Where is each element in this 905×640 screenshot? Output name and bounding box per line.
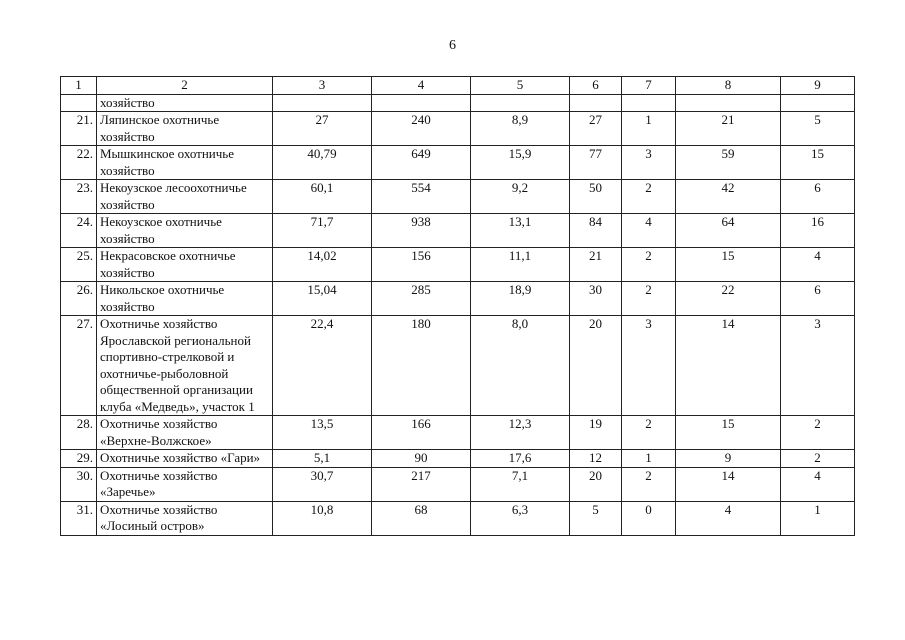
value-cell-c6: 19 [570, 416, 622, 450]
row-number-cell: 21. [61, 112, 97, 146]
name-cell: Некоузское лесоохотничье хозяйство [97, 180, 273, 214]
value-cell-c8: 59 [676, 146, 781, 180]
page-number: 6 [449, 38, 456, 53]
table-row [61, 180, 855, 214]
header-cell: 5 [471, 77, 570, 95]
value-cell-c8: 9 [676, 450, 781, 468]
value-cell-c5: 15,9 [471, 146, 570, 180]
value-cell-c9: 6 [781, 282, 855, 316]
value-cell-c3: 22,4 [273, 316, 372, 416]
table-row [61, 282, 855, 316]
value-cell-c8: 15 [676, 416, 781, 450]
value-cell-c4: 156 [372, 248, 471, 282]
value-cell-c8: 14 [676, 316, 781, 416]
value-cell-c4: 649 [372, 146, 471, 180]
value-cell-c9: 5 [781, 112, 855, 146]
value-cell-c9: 4 [781, 248, 855, 282]
value-cell-c7: 1 [622, 450, 676, 468]
value-cell-c6: 12 [570, 450, 622, 468]
table-row [61, 416, 855, 450]
header-cell: 3 [273, 77, 372, 95]
value-cell-c4: 217 [372, 467, 471, 501]
value-cell-c4: 240 [372, 112, 471, 146]
value-cell-c8: 15 [676, 248, 781, 282]
value-cell-c9: 6 [781, 180, 855, 214]
header-cell: 8 [676, 77, 781, 95]
value-cell-c7: 3 [622, 316, 676, 416]
value-cell [471, 94, 570, 112]
value-cell-c3: 10,8 [273, 501, 372, 535]
row-number-cell: 25. [61, 248, 97, 282]
header-cell: 7 [622, 77, 676, 95]
value-cell [781, 94, 855, 112]
value-cell-c5: 17,6 [471, 450, 570, 468]
table-body [61, 94, 855, 535]
name-cell: Охотничье хозяйство «Лосиный остров» [97, 501, 273, 535]
value-cell-c9: 4 [781, 467, 855, 501]
value-cell-c7: 2 [622, 180, 676, 214]
value-cell-c7: 3 [622, 146, 676, 180]
value-cell-c4: 938 [372, 214, 471, 248]
row-number-cell: 30. [61, 467, 97, 501]
row-number-cell: 22. [61, 146, 97, 180]
value-cell-c5: 13,1 [471, 214, 570, 248]
value-cell-c5: 12,3 [471, 416, 570, 450]
value-cell-c3: 40,79 [273, 146, 372, 180]
value-cell-c7: 1 [622, 112, 676, 146]
row-number-cell: 28. [61, 416, 97, 450]
value-cell [676, 94, 781, 112]
header-cell: 9 [781, 77, 855, 95]
value-cell-c6: 84 [570, 214, 622, 248]
value-cell-c3: 5,1 [273, 450, 372, 468]
row-number-cell: 26. [61, 282, 97, 316]
name-cell: Охотничье хозяйство «Верхне-Волжское» [97, 416, 273, 450]
name-cell: хозяйство [97, 94, 273, 112]
value-cell-c6: 5 [570, 501, 622, 535]
row-number-cell: 29. [61, 450, 97, 468]
table-row [61, 112, 855, 146]
value-cell [372, 94, 471, 112]
header-cell: 2 [97, 77, 273, 95]
value-cell-c6: 30 [570, 282, 622, 316]
value-cell-c9: 15 [781, 146, 855, 180]
header-cell: 6 [570, 77, 622, 95]
value-cell-c4: 180 [372, 316, 471, 416]
value-cell-c5: 7,1 [471, 467, 570, 501]
name-cell: Мышкинское охотничье хозяйство [97, 146, 273, 180]
row-number-cell: 27. [61, 316, 97, 416]
value-cell-c4: 90 [372, 450, 471, 468]
value-cell-c8: 64 [676, 214, 781, 248]
value-cell-c7: 4 [622, 214, 676, 248]
row-number-cell: 24. [61, 214, 97, 248]
value-cell-c8: 42 [676, 180, 781, 214]
table-row-continuation [61, 94, 855, 112]
name-cell: Охотничье хозяйство «Заречье» [97, 467, 273, 501]
value-cell-c7: 0 [622, 501, 676, 535]
value-cell-c9: 1 [781, 501, 855, 535]
value-cell-c5: 8,0 [471, 316, 570, 416]
value-cell-c5: 11,1 [471, 248, 570, 282]
value-cell-c3: 13,5 [273, 416, 372, 450]
header-cell: 1 [61, 77, 97, 95]
value-cell-c6: 21 [570, 248, 622, 282]
value-cell-c7: 2 [622, 416, 676, 450]
value-cell-c8: 14 [676, 467, 781, 501]
value-cell-c5: 18,9 [471, 282, 570, 316]
value-cell-c9: 2 [781, 416, 855, 450]
value-cell-c3: 60,1 [273, 180, 372, 214]
value-cell-c4: 166 [372, 416, 471, 450]
table-row [61, 146, 855, 180]
value-cell-c9: 3 [781, 316, 855, 416]
value-cell-c5: 8,9 [471, 112, 570, 146]
header-row [61, 77, 855, 95]
table-row [61, 248, 855, 282]
value-cell-c4: 285 [372, 282, 471, 316]
header-cell: 4 [372, 77, 471, 95]
value-cell-c7: 2 [622, 467, 676, 501]
value-cell-c6: 27 [570, 112, 622, 146]
value-cell-c4: 554 [372, 180, 471, 214]
table-row [61, 316, 855, 416]
data-table [60, 76, 855, 536]
value-cell-c7: 2 [622, 248, 676, 282]
name-cell: Охотничье хозяйство Ярославской региональной спортивно-стрелковой и охотничье-рыболовной общественной организации клуба «Медведь», участок 1 [97, 316, 273, 416]
value-cell-c6: 20 [570, 467, 622, 501]
value-cell-c3: 15,04 [273, 282, 372, 316]
value-cell-c7: 2 [622, 282, 676, 316]
table-row [61, 501, 855, 535]
value-cell-c3: 71,7 [273, 214, 372, 248]
value-cell-c3: 27 [273, 112, 372, 146]
value-cell-c3: 14,02 [273, 248, 372, 282]
value-cell-c8: 4 [676, 501, 781, 535]
name-cell: Никольское охотничье хозяйство [97, 282, 273, 316]
value-cell-c9: 2 [781, 450, 855, 468]
name-cell: Ляпинское охотничье хозяйство [97, 112, 273, 146]
value-cell [622, 94, 676, 112]
value-cell [273, 94, 372, 112]
value-cell-c9: 16 [781, 214, 855, 248]
value-cell-c4: 68 [372, 501, 471, 535]
row-number-cell: 31. [61, 501, 97, 535]
table-row [61, 214, 855, 248]
value-cell-c5: 9,2 [471, 180, 570, 214]
name-cell: Охотничье хозяйство «Гари» [97, 450, 273, 468]
value-cell-c3: 30,7 [273, 467, 372, 501]
value-cell-c8: 22 [676, 282, 781, 316]
row-number-cell [61, 94, 97, 112]
name-cell: Некрасовское охотничье хозяйство [97, 248, 273, 282]
value-cell [570, 94, 622, 112]
name-cell: Некоузское охотничье хозяйство [97, 214, 273, 248]
value-cell-c6: 20 [570, 316, 622, 416]
row-number-cell: 23. [61, 180, 97, 214]
table-row [61, 467, 855, 501]
value-cell-c6: 77 [570, 146, 622, 180]
value-cell-c6: 50 [570, 180, 622, 214]
table-row [61, 450, 855, 468]
value-cell-c8: 21 [676, 112, 781, 146]
value-cell-c5: 6,3 [471, 501, 570, 535]
